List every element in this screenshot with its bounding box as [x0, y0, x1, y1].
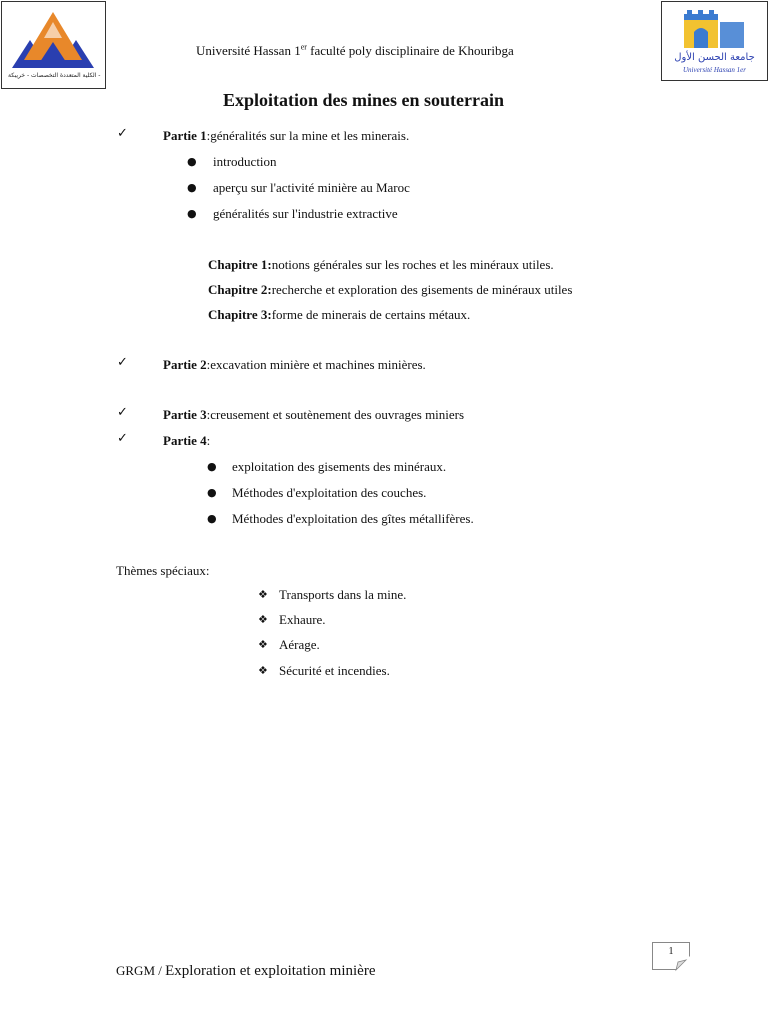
partie-2 [163, 357, 426, 373]
chapitre-1 [208, 257, 554, 273]
partie-3 [163, 407, 464, 423]
list-item: généralités sur l'industrie extractive [213, 206, 398, 221]
diamond-bullet-icon: ❖ [258, 638, 268, 651]
theme-item: Aérage. [279, 637, 320, 652]
faculty-logo [1, 1, 106, 89]
bullet-icon: ● [207, 512, 217, 525]
check-icon: ✓ [117, 405, 128, 420]
list-item: Méthodes d'exploitation des couches. [232, 485, 427, 500]
page-number-box [652, 942, 690, 970]
themes-heading: Thèmes spéciaux: [116, 563, 210, 578]
bullet-icon: ● [187, 207, 197, 220]
header-faculty: faculté poly disciplinaire de Khouribga [306, 43, 514, 58]
theme-item: Sécurité et incendies. [279, 663, 390, 678]
header-university: Université Hassan 1 [196, 43, 301, 58]
chapitre-2 [208, 282, 572, 298]
page-title: Exploitation des mines en souterrain [223, 90, 505, 110]
bullet-icon: ● [187, 181, 197, 194]
partie-4-text: : [206, 433, 211, 448]
check-icon: ✓ [117, 431, 128, 446]
chapitre-3-text: forme de minerais de certains métaux. [271, 307, 471, 322]
chapitre-1-text: notions générales sur les roches et les minéraux utiles. [271, 257, 554, 272]
footer [116, 963, 375, 980]
chapitre-3-label: Chapitre 3: [208, 307, 272, 322]
partie-2-text: :excavation minière et machines minières. [206, 357, 426, 372]
bullet-icon: ● [207, 460, 217, 473]
diamond-bullet-icon: ❖ [258, 664, 268, 677]
partie-1-text: :généralités sur la mine et les minerais. [206, 128, 410, 143]
partie-3-label: Partie 3 [163, 407, 207, 422]
chapitre-1-label: Chapitre 1: [208, 257, 272, 272]
university-logo-arabic: جامعة الحسن الأول [674, 52, 755, 63]
diamond-bullet-icon: ❖ [258, 588, 268, 601]
list-item: introduction [213, 154, 277, 169]
university-logo-latin: Université Hassan 1er [683, 66, 746, 74]
diamond-bullet-icon: ❖ [258, 613, 268, 626]
chapitre-2-label: Chapitre 2: [208, 282, 272, 297]
partie-1 [163, 128, 409, 144]
list-item: exploitation des gisements des minéraux. [232, 459, 447, 474]
theme-item: Exhaure. [279, 612, 326, 627]
chapitre-2-text: recherche et exploration des gisements de minéraux utiles [271, 282, 573, 297]
partie-4 [163, 433, 210, 449]
list-item: Méthodes d'exploitation des gîtes métallifères. [232, 511, 474, 526]
partie-2-label: Partie 2 [163, 357, 207, 372]
partie-3-text: :creusement et soutènement des ouvrages miniers [206, 407, 465, 422]
check-icon: ✓ [117, 355, 128, 370]
page-number: 1 [668, 946, 674, 957]
bullet-icon: ● [207, 486, 217, 499]
footer-prefix: GRGM / [116, 963, 166, 978]
bullet-icon: ● [187, 155, 197, 168]
footer-text: Exploration et exploitation minière [165, 963, 376, 979]
partie-1-label: Partie 1 [163, 128, 207, 143]
partie-4-label: Partie 4 [163, 433, 207, 448]
check-icon: ✓ [117, 126, 128, 141]
chapitre-3 [208, 307, 470, 323]
page-curl-icon [676, 956, 690, 970]
theme-item: Transports dans la mine. [279, 587, 407, 602]
header-line [196, 43, 514, 59]
university-logo [661, 1, 768, 81]
list-item: aperçu sur l'activité minière au Maroc [213, 180, 410, 195]
header-superscript: er [300, 42, 307, 52]
faculty-logo-text: الكلية المتعددة التخصصات - خريبكة - [8, 72, 101, 79]
